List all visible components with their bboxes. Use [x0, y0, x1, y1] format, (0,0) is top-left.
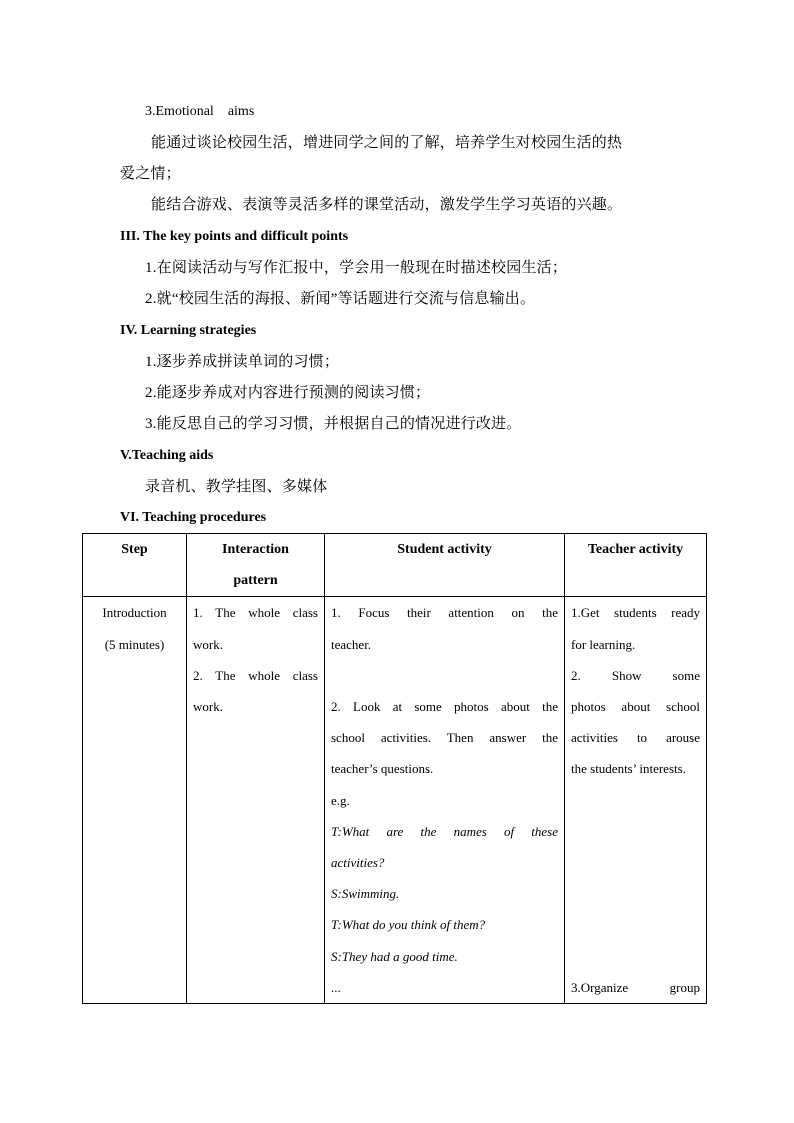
student-activity-line: 2. Look at some photos about the — [331, 699, 558, 714]
teaching-procedures-table — [82, 533, 707, 1004]
header-interaction-line-2: pattern — [233, 573, 278, 589]
teacher-activity-line: 2. Show some — [571, 667, 700, 683]
table-header-row — [83, 534, 707, 597]
teacher-activity-line: photos about school — [571, 699, 700, 715]
student-activity-line: school activities. Then answer the — [331, 730, 558, 746]
student-activity-cell — [325, 597, 565, 1004]
interaction-line: work. — [193, 699, 223, 715]
teaching-procedures-heading: VI. Teaching procedures — [120, 510, 267, 525]
key-point-1: 1.在阅读活动与写作汇报中，学会用一般现在时描述校园生活； — [145, 260, 568, 276]
table-row — [83, 597, 707, 1004]
header-step: Step — [83, 534, 187, 597]
strategy-3: 3.能反思自己的学习习惯，并根据自己的情况进行改进。 — [145, 416, 522, 432]
teaching-aids-list: 录音机、教学挂图、多媒体 — [145, 479, 328, 495]
interaction-line: work. — [193, 636, 223, 652]
teacher-activity-line: the students’ interests. — [571, 761, 686, 777]
key-point-2: 2.就“校园生活的海报、新闻”等话题进行交流与信息输出。 — [145, 291, 536, 307]
interaction-cell — [187, 597, 325, 1004]
dialogue-line: activities? — [331, 855, 385, 871]
header-interaction-pattern — [187, 534, 325, 597]
emotional-aims-line-2: 爱之情； — [120, 166, 181, 182]
student-activity-line: teacher. — [331, 636, 372, 652]
dialogue-line: S:Swimming. — [331, 886, 400, 902]
key-points-heading: III. The key points and difficult points — [120, 229, 349, 244]
step-cell — [83, 597, 187, 1004]
ellipsis: ... — [331, 979, 341, 995]
teacher-activity-line: for learning. — [571, 636, 636, 652]
emotional-aims-line-1: 能通过谈论校园生活，增进同学之间的了解，培养学生对校园生活的热 — [151, 135, 623, 151]
learning-strategies-heading: IV. Learning strategies — [120, 323, 257, 338]
teaching-aids-heading: V.Teaching aids — [120, 448, 214, 463]
strategy-2: 2.能逐步养成对内容进行预测的阅读习惯； — [145, 385, 431, 401]
student-activity-line: teacher’s questions. — [331, 761, 434, 777]
header-teacher-activity: Teacher activity — [565, 534, 707, 597]
teacher-activity-line: 3.Organize group — [571, 979, 700, 995]
student-activity-line: e.g. — [331, 792, 350, 808]
dialogue-line: T:What do you think of them? — [331, 917, 486, 933]
interaction-line: 1. The whole class — [193, 605, 318, 621]
step-name: Introduction — [102, 605, 167, 621]
emotional-aims-title: 3.Emotional aims — [145, 104, 255, 119]
header-interaction-line-1: Interaction — [222, 542, 289, 557]
dialogue-line: T:What are the names of these — [331, 823, 558, 839]
strategy-1: 1.逐步养成拼读单词的习惯； — [145, 354, 340, 370]
teacher-activity-line: 1.Get students ready — [571, 605, 700, 621]
step-duration: (5 minutes) — [104, 636, 165, 652]
teacher-activity-cell — [565, 597, 707, 1004]
dialogue-line: S:They had a good time. — [331, 948, 458, 964]
interaction-line: 2. The whole class — [193, 667, 318, 683]
header-student-activity: Student activity — [325, 534, 565, 597]
emotional-aims-line-3: 能结合游戏、表演等灵活多样的课堂活动，激发学生学习英语的兴趣。 — [151, 197, 623, 213]
teacher-activity-line: activities to arouse — [571, 730, 700, 746]
student-activity-line: 1. Focus their attention on the — [331, 605, 558, 621]
